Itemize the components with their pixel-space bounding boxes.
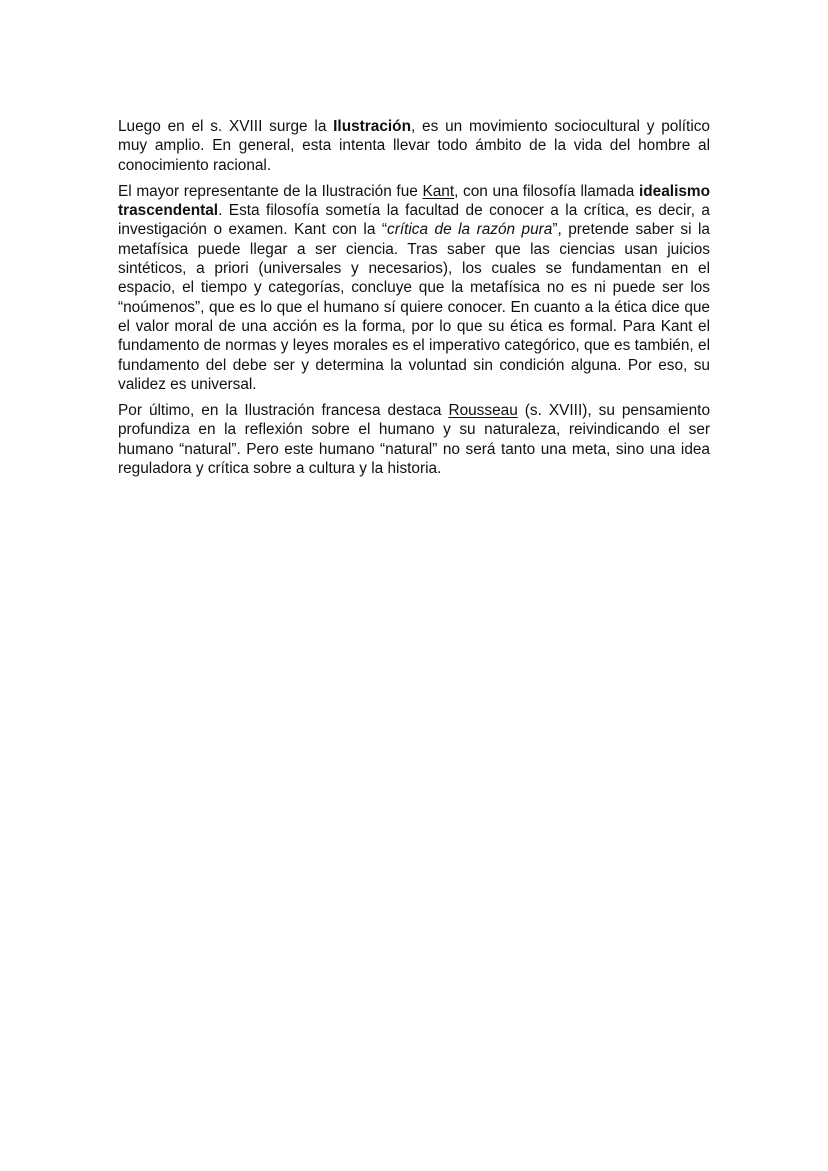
text-run: , con una filosofía llamada (454, 182, 639, 200)
book-title: crítica de la razón pura (387, 221, 553, 239)
paragraph-ilustracion (118, 117, 710, 175)
text-run: El mayor representante de la Ilustración fue (118, 182, 423, 200)
document-body (118, 117, 710, 485)
name-kant: Kant (422, 182, 455, 200)
text-run: , es un movimiento sociocultural y político muy amplio. En general, esta intenta llevar todo ámbito de la vida del hombre al conocimiento racional. (118, 118, 710, 174)
text-run: Luego en el s. XVIII surge la (118, 118, 334, 135)
text-run: . Esta filosofía sometía la facultad de conocer a la crítica, es decir, a investigación o examen. Kant con la “ (118, 202, 710, 239)
text-run: Por último, en la Ilustración francesa destaca (118, 402, 449, 420)
paragraph-rousseau (118, 401, 710, 478)
term-idealismo-trascendental: idealismo trascendental (118, 182, 710, 220)
name-rousseau: Rousseau (448, 402, 518, 420)
term-ilustracion: Ilustración (333, 118, 411, 135)
text-run: ”, pretende saber si la metafísica puede llegar a ser ciencia. Tras saber que las ciencias usan juicios sintéticos, a priori (universales y necesarios), los cuales se fundamentan en el espacio, el tiempo y categorías, concluye que la metafísica no es ni puede ser los “noúmenos”, que es lo que el humano sí quiere conocer. En cuanto a la ética dice que el valor moral de una acción es la forma, por lo que su ética es formal. Para Kant el fundamento de normas y leyes morales es el imperativo categórico, que es también, el fundamento del debe ser y determina la voluntad sin condición alguna. Por eso, su validez es universal. (118, 221, 710, 393)
paragraph-kant (118, 182, 710, 394)
text-run: (s. XVIII), su pensamiento profundiza en la reflexión sobre el humano y su naturaleza, reivindicando el ser humano “natural”. Pero este humano “natural” no será tanto una meta, sino una idea reguladora y crítica sobre a cultura y la historia. (118, 402, 711, 478)
